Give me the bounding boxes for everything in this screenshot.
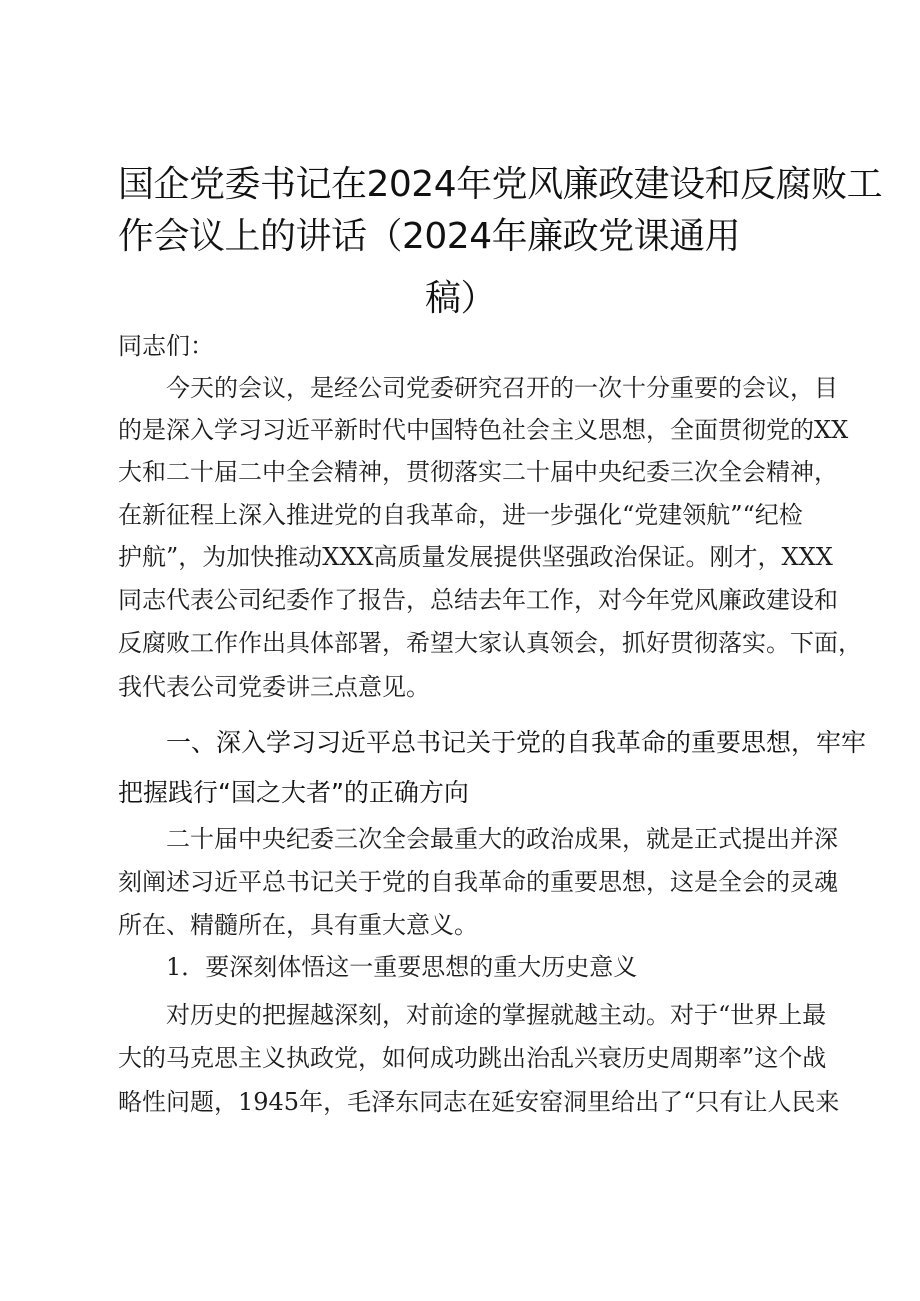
intro-line: 今天的会议，是经公司党委研究召开的一次十分重要的会议，目 (166, 374, 838, 402)
document-title-line-1: 国企党委书记在2024年党风廉政建设和反腐败工 (118, 164, 883, 205)
intro-line: 同志代表公司纪委作了报告，总结去年工作，对今年党风廉政建设和 (118, 586, 838, 614)
intro-line: 反腐败工作作出具体部署，希望大家认真领会，抓好贯彻落实。下面， (118, 629, 862, 657)
subheading: 1．要深刻体悟这一重要思想的重大历史意义 (166, 953, 638, 981)
subsection-paragraph-line: 大的马克思主义执政党，如何成功跳出治乱兴衰历史周期率”这个战 (118, 1044, 827, 1072)
subsection-paragraph-line: 对历史的把握越深刻，对前途的掌握就越主动。对于“世界上最 (166, 1001, 827, 1029)
subsection-paragraph-line: 略性问题，1945年，毛泽东同志在延安窑洞里给出了“只有让人民来 (118, 1088, 840, 1116)
section-heading-line: 把握践行“国之大者”的正确方向 (118, 778, 469, 807)
document-title-line-2: 作会议上的讲话（2024年廉政党课通用 (118, 216, 741, 257)
section-paragraph-line: 所在、精髓所在，具有重大意义。 (118, 911, 478, 939)
intro-line: 护航”，为加快推动XXX高质量发展提供坚强政治保证。刚才，XXX (118, 543, 833, 571)
intro-line: 大和二十届二中全会精神，贯彻落实二十届中央纪委三次全会精神， (118, 458, 838, 486)
salutation: 同志们： (118, 332, 214, 360)
section-paragraph-line: 刻阐述习近平总书记关于党的自我革命的重要思想，这是全会的灵魂 (118, 868, 838, 896)
intro-line: 在新征程上深入推进党的自我革命，进一步强化“党建领航”“纪检 (118, 501, 803, 529)
section-heading-line: 一、深入学习习近平总书记关于党的自我革命的重要思想，牢牢 (166, 728, 867, 757)
intro-line: 的是深入学习习近平新时代中国特色社会主义思想，全面贯彻党的XX (118, 416, 849, 444)
intro-line: 我代表公司党委讲三点意见。 (118, 673, 430, 701)
document-title-line-3: 稿） (425, 278, 497, 319)
section-paragraph-line: 二十届中央纪委三次全会最重大的政治成果，就是正式提出并深 (166, 825, 838, 853)
